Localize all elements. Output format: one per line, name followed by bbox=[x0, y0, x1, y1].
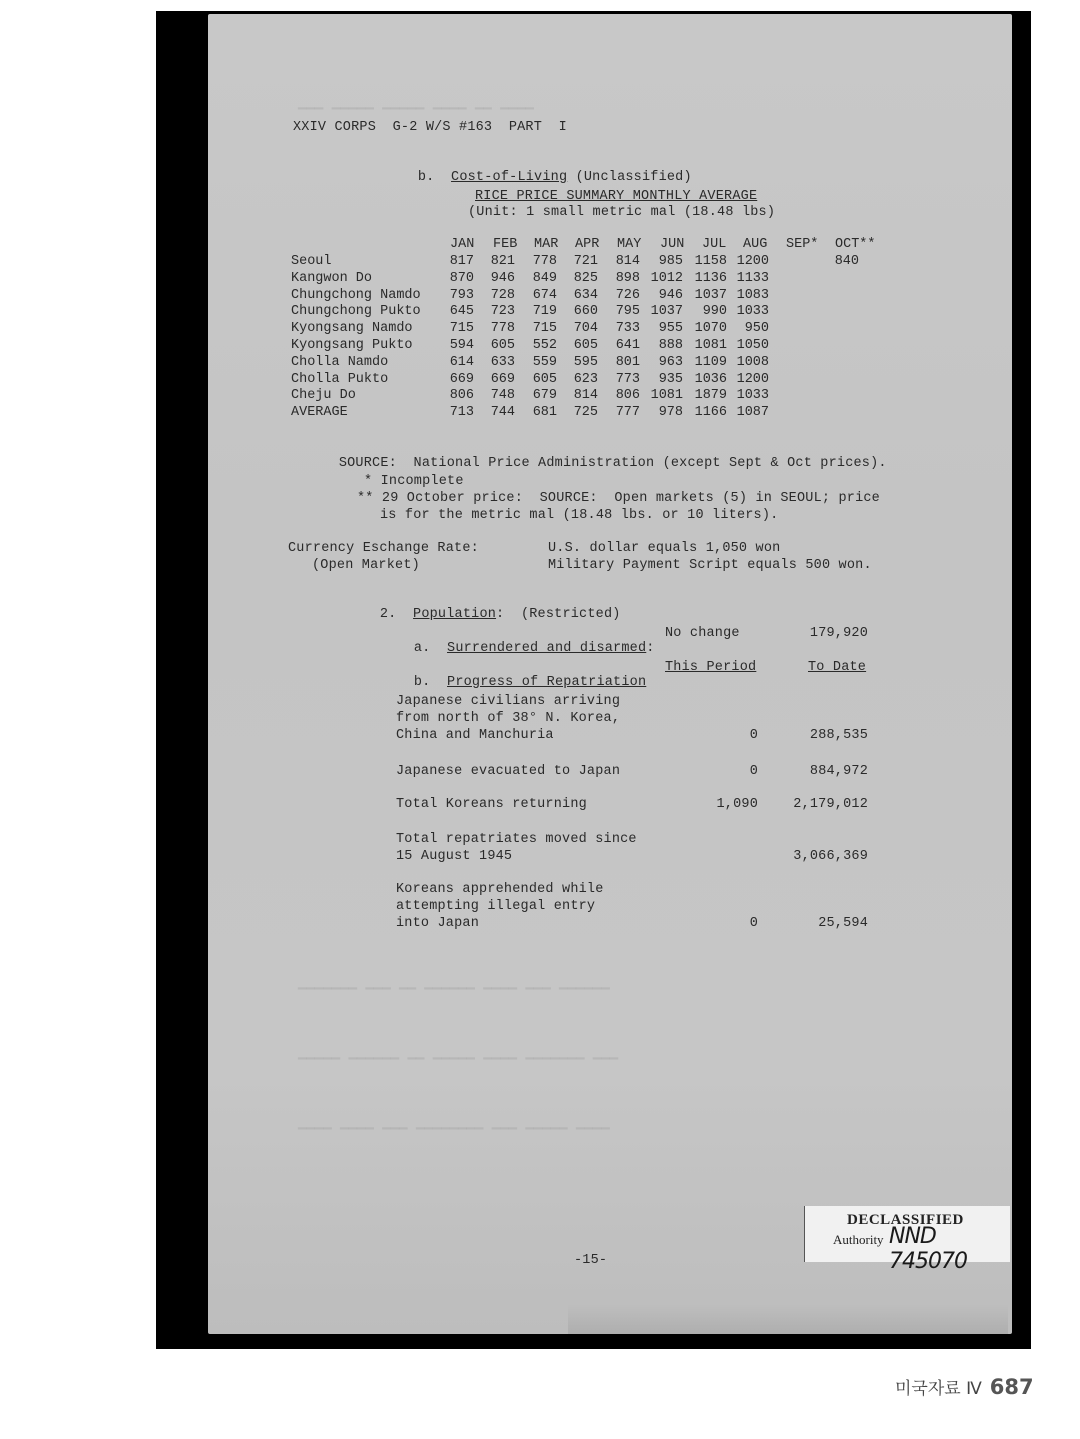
price-cell: 870 bbox=[449, 270, 474, 286]
column-header: FEB bbox=[493, 237, 518, 252]
price-cell: 669 bbox=[490, 371, 515, 387]
bleed-through-texture: ▁▁▁▁▁▁ ▁▁▁ ▁▁▁▁ ▁▁▁▁▁▁ ▁▁ ▁▁▁ ▁▁▁▁▁▁▁ bbox=[298, 975, 610, 991]
price-cell: 1158 bbox=[694, 254, 727, 269]
price-cell: 825 bbox=[573, 270, 598, 286]
column-header: MAR bbox=[534, 237, 559, 252]
repatriation-label: into Japan bbox=[396, 916, 480, 931]
bleed-through-texture: ▁▁▁ ▁▁▁▁▁▁▁ ▁▁▁▁ ▁▁▁▁▁ ▁▁ ▁▁▁▁▁▁ ▁▁▁▁▁ bbox=[298, 1045, 619, 1061]
price-cell: 793 bbox=[449, 287, 474, 303]
this-period-value: 1,090 bbox=[716, 797, 758, 812]
price-cell: 1133 bbox=[736, 270, 769, 286]
price-cell: 985 bbox=[658, 254, 683, 269]
region-name: Kyongsang Pukto bbox=[291, 338, 413, 353]
price-cell: 669 bbox=[449, 371, 474, 387]
table-unit: (Unit: 1 small metric mal (18.48 lbs) bbox=[468, 205, 776, 220]
price-cell: 715 bbox=[449, 321, 474, 337]
price-cell: 946 bbox=[490, 270, 515, 286]
price-cell: 704 bbox=[573, 321, 598, 337]
surrendered-value: 179,920 bbox=[809, 626, 868, 641]
price-cell: 552 bbox=[532, 338, 557, 353]
price-cell: 1036 bbox=[694, 371, 727, 387]
price-cell: 605 bbox=[573, 338, 598, 353]
price-cell: 1200 bbox=[736, 371, 769, 387]
price-cell: 725 bbox=[573, 405, 598, 421]
price-cell: 978 bbox=[658, 405, 683, 421]
price-cell: 814 bbox=[573, 388, 598, 404]
this-period-value: 0 bbox=[749, 728, 758, 743]
price-cell: 817 bbox=[449, 254, 474, 269]
section-label: b. bbox=[417, 170, 435, 185]
declassified-stamp bbox=[804, 1206, 1010, 1274]
column-this-period: This Period bbox=[665, 660, 757, 675]
item-label: b. bbox=[413, 675, 431, 690]
price-cell: 559 bbox=[532, 354, 557, 370]
price-cell: 1081 bbox=[694, 338, 727, 353]
currency-label-sub: (Open Market) bbox=[312, 558, 420, 573]
this-period-value: 0 bbox=[749, 916, 758, 931]
repatriation-label: Japanese civilians arriving bbox=[396, 694, 621, 709]
price-cell: 674 bbox=[532, 287, 557, 303]
price-cell: 715 bbox=[532, 321, 557, 337]
this-period-value: 0 bbox=[749, 764, 758, 779]
price-cell: 955 bbox=[658, 321, 683, 337]
item-label: a. bbox=[413, 641, 431, 656]
footnote-october: ** 29 October price: SOURCE: Open markets (5) in SEOUL; price bbox=[357, 491, 880, 506]
repatriation-label: Total repatriates moved since bbox=[396, 832, 637, 847]
price-cell: 645 bbox=[449, 304, 474, 320]
column-header: OCT** bbox=[835, 237, 876, 252]
table-title: RICE PRICE SUMMARY MONTHLY AVERAGE bbox=[475, 189, 758, 204]
book-title: 미국자료 Ⅳ bbox=[895, 1379, 982, 1399]
price-cell: 1200 bbox=[736, 254, 769, 269]
price-cell: 633 bbox=[490, 354, 515, 370]
document-header: XXIV CORPS G-2 W/S #163 PART I bbox=[293, 120, 567, 135]
surrendered-status: No change bbox=[665, 626, 740, 641]
price-cell: 898 bbox=[615, 270, 640, 286]
bleed-through-texture: ▁▁▁▁ ▁▁▁▁▁ ▁▁▁ ▁▁▁▁▁▁▁▁ ▁▁▁ ▁▁▁▁ ▁▁▁▁ bbox=[298, 1115, 610, 1131]
price-cell: 990 bbox=[702, 304, 727, 320]
price-cell: 721 bbox=[573, 254, 598, 269]
price-cell: 1166 bbox=[694, 405, 727, 421]
currency-label: Currency Eschange Rate: bbox=[288, 541, 479, 556]
price-cell: 614 bbox=[449, 354, 474, 370]
region-name: AVERAGE bbox=[291, 405, 348, 421]
column-header: MAY bbox=[617, 237, 642, 252]
column-header: JUN bbox=[660, 237, 685, 252]
price-cell: 888 bbox=[658, 338, 683, 353]
footnote-october-cont: is for the metric mal (18.48 lbs. or 10 liters). bbox=[380, 508, 779, 523]
to-date-value: 884,972 bbox=[809, 764, 868, 779]
price-cell: 744 bbox=[490, 405, 515, 421]
stamp-title: DECLASSIFIED bbox=[847, 1212, 964, 1228]
column-header: JUL bbox=[702, 237, 727, 252]
repatriation-label: Total Koreans returning bbox=[396, 797, 587, 812]
price-cell: 773 bbox=[615, 371, 640, 387]
price-cell: 660 bbox=[573, 304, 598, 320]
price-cell: 1087 bbox=[736, 405, 769, 421]
page-fold-shadow bbox=[568, 1304, 1008, 1334]
repatriation-label: 15 August 1945 bbox=[396, 849, 513, 864]
book-page-number: 687 bbox=[989, 1375, 1034, 1399]
section-number: 2. bbox=[379, 607, 397, 622]
to-date-value: 25,594 bbox=[818, 916, 868, 931]
region-name: Kangwon Do bbox=[291, 270, 373, 286]
price-cell: 681 bbox=[532, 405, 557, 421]
price-cell: 801 bbox=[615, 354, 640, 370]
column-header: SEP* bbox=[786, 237, 819, 252]
currency-dollar-rate: U.S. dollar equals 1,050 won bbox=[548, 541, 781, 556]
price-cell: 605 bbox=[532, 371, 557, 387]
to-date-value: 288,535 bbox=[809, 728, 868, 743]
column-to-date: To Date bbox=[808, 660, 867, 675]
repatriation-label: China and Manchuria bbox=[396, 728, 554, 743]
scanned-document-frame bbox=[156, 11, 1031, 1349]
price-cell: 778 bbox=[490, 321, 515, 337]
bleed-through-texture: ▁▁▁▁ ▁▁ ▁▁▁▁ ▁▁▁▁▁ ▁▁▁▁▁ ▁▁▁ bbox=[298, 95, 534, 111]
price-cell: 1081 bbox=[650, 388, 683, 404]
item-title: Progress of Repatriation bbox=[447, 675, 647, 690]
price-cell: 1109 bbox=[694, 354, 727, 370]
section-title: Cost-of-Living bbox=[451, 170, 568, 185]
column-header: JAN bbox=[450, 237, 475, 252]
price-cell: 1083 bbox=[736, 287, 769, 303]
price-cell: 963 bbox=[658, 354, 683, 370]
stamp-authority-value: NND 745070 bbox=[889, 1224, 967, 1274]
region-name: Seoul bbox=[291, 254, 332, 269]
price-cell: 748 bbox=[490, 388, 515, 404]
source-text: National Price Administration (except Sept & Oct prices). bbox=[413, 456, 887, 471]
price-cell: 595 bbox=[573, 354, 598, 370]
price-cell: 1033 bbox=[736, 304, 769, 320]
repatriation-label: Koreans apprehended while bbox=[396, 882, 604, 897]
price-cell: 605 bbox=[490, 338, 515, 353]
price-cell: 1070 bbox=[694, 321, 727, 337]
page-number: -15- bbox=[574, 1253, 608, 1268]
column-header: AUG bbox=[743, 237, 768, 252]
price-cell: 713 bbox=[449, 405, 474, 421]
book-footer bbox=[895, 1374, 1034, 1399]
item-title: Surrendered and disarmed bbox=[447, 641, 647, 656]
region-name: Cholla Pukto bbox=[291, 371, 389, 387]
to-date-value: 2,179,012 bbox=[793, 797, 868, 812]
price-cell: 634 bbox=[573, 287, 598, 303]
price-cell: 623 bbox=[573, 371, 598, 387]
price-cell: 594 bbox=[449, 338, 474, 353]
region-name: Kyongsang Namdo bbox=[291, 321, 413, 337]
region-name: Cholla Namdo bbox=[291, 354, 389, 370]
price-cell: 1033 bbox=[736, 388, 769, 404]
price-cell: 1050 bbox=[736, 338, 769, 353]
classification: (Unclassified) bbox=[575, 170, 692, 185]
repatriation-label: from north of 38° N. Korea, bbox=[396, 711, 621, 726]
price-cell: 806 bbox=[449, 388, 474, 404]
to-date-value: 3,066,369 bbox=[793, 849, 868, 864]
currency-mps-rate: Military Payment Script equals 500 won. bbox=[548, 558, 872, 573]
price-cell: 778 bbox=[532, 254, 557, 269]
price-cell: 849 bbox=[532, 270, 557, 286]
repatriation-label: Japanese evacuated to Japan bbox=[396, 764, 621, 779]
price-cell: 935 bbox=[658, 371, 683, 387]
price-cell: 821 bbox=[490, 254, 515, 269]
price-cell: 723 bbox=[490, 304, 515, 320]
price-cell: 728 bbox=[490, 287, 515, 303]
region-name: Chungchong Namdo bbox=[291, 287, 421, 303]
price-cell: 777 bbox=[615, 405, 640, 421]
price-cell: 679 bbox=[532, 388, 557, 404]
rice-price-table bbox=[208, 237, 1008, 427]
price-cell: 1037 bbox=[650, 304, 683, 320]
price-cell: 719 bbox=[532, 304, 557, 320]
price-cell: 1008 bbox=[736, 354, 769, 370]
source-label: SOURCE: bbox=[338, 456, 397, 471]
repatriation-label: attempting illegal entry bbox=[396, 899, 596, 914]
price-cell: 1037 bbox=[694, 287, 727, 303]
footnote-incomplete: * Incomplete bbox=[364, 474, 464, 489]
region-name: Cheju Do bbox=[291, 388, 356, 404]
column-header: APR bbox=[575, 237, 600, 252]
price-cell: 946 bbox=[658, 287, 683, 303]
price-cell: 726 bbox=[615, 287, 640, 303]
price-cell: 814 bbox=[615, 254, 640, 269]
price-cell: 641 bbox=[615, 338, 640, 353]
price-cell: 1012 bbox=[650, 270, 683, 286]
stamp-authority-label: Authority bbox=[833, 1232, 884, 1247]
price-cell: 806 bbox=[615, 388, 640, 404]
section-title: Population bbox=[413, 607, 497, 622]
price-cell: 733 bbox=[615, 321, 640, 337]
region-name: Chungchong Pukto bbox=[291, 304, 421, 320]
price-cell: 950 bbox=[744, 321, 769, 337]
document-page bbox=[208, 14, 1012, 1334]
colon: : bbox=[646, 641, 655, 656]
price-cell: 840 bbox=[834, 254, 859, 269]
price-cell: 1879 bbox=[694, 388, 727, 404]
classification: : (Restricted) bbox=[496, 607, 621, 622]
price-cell: 1136 bbox=[694, 270, 727, 286]
price-cell: 795 bbox=[615, 304, 640, 320]
